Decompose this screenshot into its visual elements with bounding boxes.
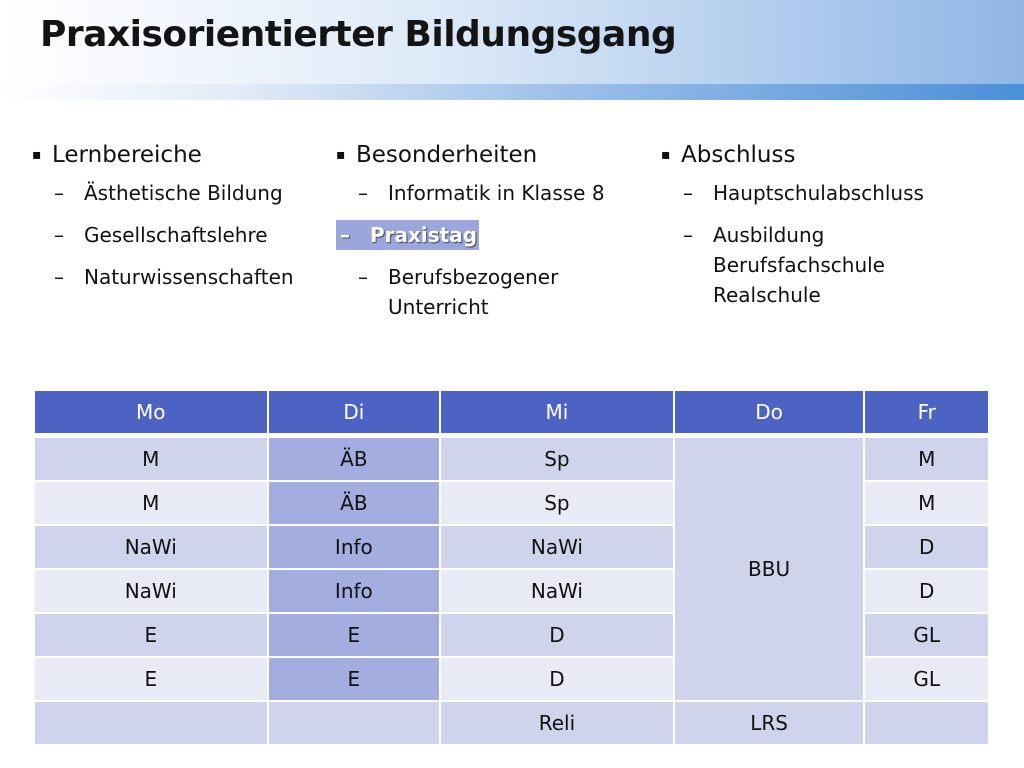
table-row: [35, 438, 988, 480]
list-item: – Gesellschaftslehre: [32, 220, 332, 250]
table-cell: M: [35, 438, 267, 480]
dash-icon: –: [340, 223, 350, 247]
column-heading: [336, 138, 636, 172]
table-cell: D: [441, 614, 673, 656]
table-cell: NaWi: [35, 526, 267, 568]
header-cell: Di: [269, 391, 440, 436]
table-cell: D: [865, 526, 988, 568]
table-cell: NaWi: [441, 570, 673, 612]
table-cell: Reli: [441, 702, 673, 744]
table-cell: [35, 702, 267, 744]
dash-icon: –: [358, 265, 368, 289]
table-cell: GL: [865, 614, 988, 656]
highlight-box: – Praxistag: [336, 220, 479, 250]
table-cell: ÄB: [269, 438, 440, 480]
header-cell: Mi: [441, 391, 673, 436]
bullet-icon: ▪: [336, 147, 346, 163]
table-cell: Info: [269, 570, 440, 612]
table-cell: E: [269, 658, 440, 700]
bullet-icon: ▪: [32, 147, 42, 163]
table-cell: NaWi: [441, 526, 673, 568]
title-accent-bar: [0, 84, 1024, 100]
list-item: – Ästhetische Bildung: [32, 178, 332, 208]
table-cell: M: [865, 438, 988, 480]
table-cell: Sp: [441, 482, 673, 524]
header-cell: Mo: [35, 391, 267, 436]
table-cell: D: [865, 570, 988, 612]
column-heading: [32, 138, 332, 172]
table-cell: M: [35, 482, 267, 524]
table-cell: D: [441, 658, 673, 700]
dash-icon: –: [54, 181, 64, 205]
table-cell: ÄB: [269, 482, 440, 524]
list-item: – Hauptschulabschluss: [661, 178, 961, 208]
table-cell: Sp: [441, 438, 673, 480]
column-abschluss: [661, 138, 961, 322]
table-cell: M: [865, 482, 988, 524]
page-title: Praxisorientierter Bildungsgang: [40, 14, 677, 55]
bullet-icon: ▪: [661, 147, 671, 163]
table-row: [35, 702, 988, 744]
dash-icon: –: [683, 181, 693, 205]
header-cell: Do: [675, 391, 864, 436]
table-cell: GL: [865, 658, 988, 700]
heading-text: Lernbereiche: [52, 142, 202, 168]
list-item: – Berufsbezogener Unterricht: [336, 262, 636, 322]
table-cell: LRS: [675, 702, 864, 744]
list-item-highlighted: [336, 220, 636, 250]
column-besonderheiten: [336, 138, 636, 334]
dash-icon: –: [54, 265, 64, 289]
heading-text: Besonderheiten: [356, 142, 538, 168]
heading-text: Abschluss: [681, 142, 796, 168]
timetable-header-row: [35, 391, 988, 436]
list-item: – Naturwissenschaften: [32, 262, 332, 292]
dash-icon: –: [683, 223, 693, 247]
dash-icon: –: [54, 223, 64, 247]
list-item: – Ausbildung Berufsfachschule Realschule: [661, 220, 961, 310]
table-cell: E: [269, 614, 440, 656]
timetable: [33, 389, 990, 746]
header-cell: Fr: [865, 391, 988, 436]
table-cell: E: [35, 614, 267, 656]
list-item: – Informatik in Klasse 8: [336, 178, 636, 208]
table-cell: E: [35, 658, 267, 700]
table-cell: NaWi: [35, 570, 267, 612]
table-cell: Info: [269, 526, 440, 568]
column-lernbereiche: [32, 138, 332, 304]
table-cell: [269, 702, 440, 744]
column-heading: [661, 138, 961, 172]
table-cell-merged: BBU: [675, 438, 864, 700]
table-cell: [865, 702, 988, 744]
dash-icon: –: [358, 181, 368, 205]
